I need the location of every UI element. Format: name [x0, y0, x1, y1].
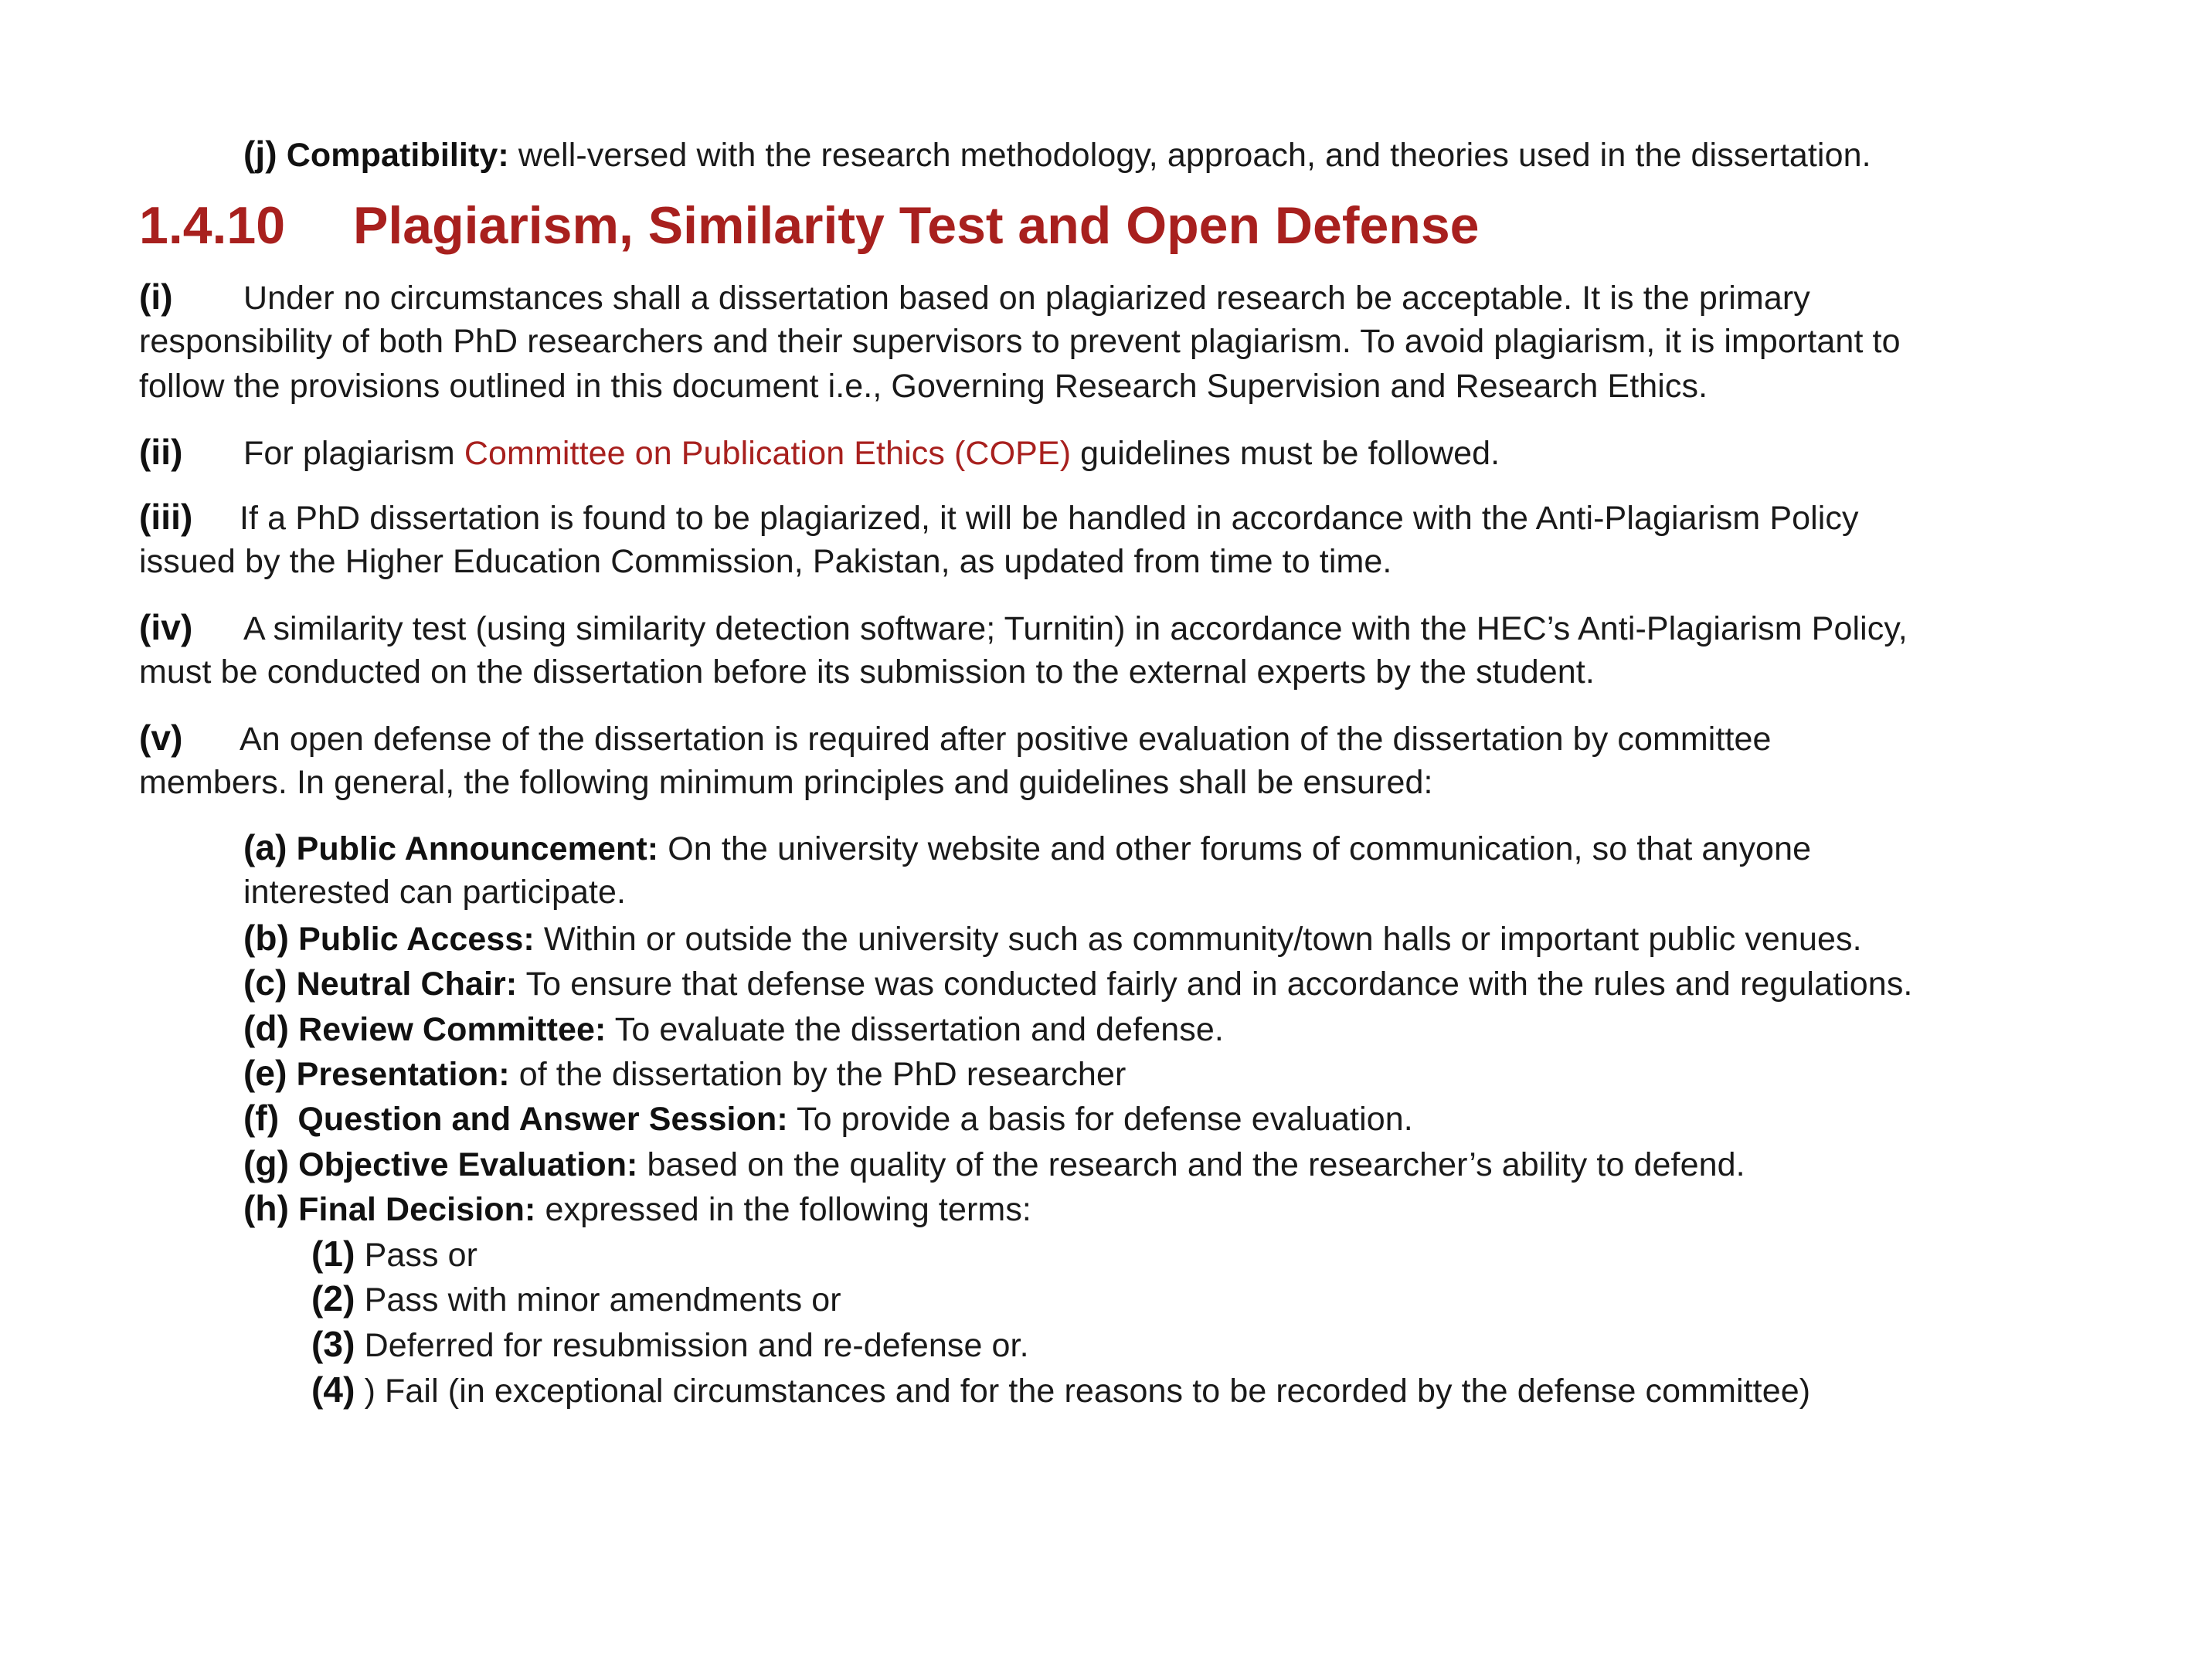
principle-a-text: On the university website and other forums of communication, so that anyone [658, 830, 1812, 867]
item-j-label: Compatibility: [286, 137, 509, 174]
principle-a-marker: (a) [243, 827, 287, 867]
principle-a [243, 825, 1811, 871]
para-i-text-2: responsibility of both PhD researchers and their supervisors to prevent plagiarism. To avoid plagiarism, it is important to [139, 323, 1901, 360]
decision-3-text: Deferred for resubmission and re-defense or. [355, 1327, 1029, 1364]
decision-1 [311, 1231, 477, 1278]
para-ii-after: guidelines must be followed. [1071, 435, 1500, 472]
principle-f-text: To provide a basis for defense evaluation. [787, 1101, 1413, 1138]
principle-g-text: based on the quality of the research and the researcher’s ability to defend. [637, 1146, 1745, 1183]
para-i-line-3 [139, 364, 1708, 409]
principle-h-marker: (h) [243, 1188, 290, 1228]
decision-4 [311, 1367, 1810, 1414]
para-iv-text-2: must be conducted on the dissertation before its submission to the external experts by the student. [139, 653, 1595, 691]
principle-d [243, 1006, 1224, 1052]
principle-e-label: Presentation: [296, 1056, 510, 1093]
section-title: Plagiarism, Similarity Test and Open Defense [353, 196, 1480, 255]
para-iii-text-2: issued by the Higher Education Commission, Pakistan, as updated from time to time. [139, 543, 1392, 580]
para-ii-before: For plagiarism [243, 435, 464, 472]
principle-d-marker: (d) [243, 1008, 290, 1048]
para-v-line-2 [139, 760, 1433, 805]
principle-d-text: To evaluate the dissertation and defense. [606, 1011, 1224, 1048]
principle-c-text: To ensure that defense was conducted fairly and in accordance with the rules and regulations. [517, 966, 1913, 1003]
decision-2-text: Pass with minor amendments or [355, 1281, 841, 1319]
para-iv-line-1 [139, 605, 1908, 651]
principle-g [243, 1141, 1745, 1187]
para-iv-marker: (iv) [139, 607, 193, 647]
decision-3 [311, 1322, 1029, 1368]
section-heading [139, 193, 1479, 258]
para-i-line-2 [139, 319, 1901, 364]
item-j-marker: (j) [243, 134, 277, 174]
decision-4-text: ) Fail (in exceptional circumstances and for the reasons to be recorded by the defense committee) [355, 1373, 1811, 1410]
cope-link[interactable]: Committee on Publication Ethics (COPE) [464, 435, 1072, 472]
para-v-text-1: An open defense of the dissertation is required after positive evaluation of the dissertation by committee [240, 721, 1772, 758]
principle-a-continued [243, 870, 626, 915]
principle-g-marker: (g) [243, 1143, 290, 1183]
principle-d-label: Review Committee: [298, 1011, 607, 1048]
decision-3-marker: (3) [311, 1324, 355, 1364]
para-iv-line-2 [139, 650, 1595, 694]
principle-g-label: Objective Evaluation: [298, 1146, 638, 1183]
para-iii-text-1: If a PhD dissertation is found to be plagiarized, it will be handled in accordance with the Anti-Plagiarism Policy [240, 500, 1859, 537]
principle-h-label: Final Decision: [298, 1191, 536, 1228]
para-iii-line-2 [139, 539, 1392, 584]
item-j-text: well-versed with the research methodology, approach, and theories used in the dissertation. [508, 137, 1871, 174]
para-iv-text-1: A similarity test (using similarity detection software; Turnitin) in accordance with the HEC’s Anti-Plagiarism Policy, [243, 610, 1908, 647]
principle-b-text: Within or outside the university such as community/town halls or important public venues. [534, 921, 1862, 958]
decision-4-marker: (4) [311, 1369, 355, 1410]
principle-e-text: of the dissertation by the PhD researcher [509, 1056, 1126, 1093]
para-i-marker: (i) [139, 277, 173, 317]
para-v-text-2: members. In general, the following minimum principles and guidelines shall be ensured: [139, 764, 1433, 801]
decision-1-text: Pass or [355, 1237, 478, 1274]
decision-2 [311, 1276, 841, 1322]
principle-b [243, 915, 1862, 962]
principle-c-label: Neutral Chair: [296, 966, 518, 1003]
principle-e [243, 1050, 1126, 1097]
section-number: 1.4.10 [139, 196, 286, 255]
para-i-text-1: Under no circumstances shall a dissertation based on plagiarized research be acceptable. It is the primary [243, 280, 1810, 317]
principle-c [243, 960, 1912, 1006]
principle-f-label: Question and Answer Session: [297, 1101, 788, 1138]
item-j [243, 131, 1871, 178]
principle-b-marker: (b) [243, 918, 290, 958]
para-v-marker: (v) [139, 718, 183, 758]
para-i-text-3: follow the provisions outlined in this document i.e., Governing Research Supervision and Research Ethics. [139, 368, 1708, 405]
para-iii-marker: (iii) [139, 497, 193, 537]
para-iii-line-1 [139, 494, 1859, 541]
principle-e-marker: (e) [243, 1053, 287, 1093]
principle-h-text: expressed in the following terms: [535, 1191, 1031, 1228]
principle-a-cont: interested can participate. [243, 874, 627, 911]
para-ii [139, 429, 1500, 476]
para-v-line-1 [139, 715, 1772, 762]
decision-2-marker: (2) [311, 1278, 355, 1319]
para-i-line-1 [139, 274, 1810, 321]
principle-a-label: Public Announcement: [296, 830, 659, 867]
principle-f [243, 1095, 1413, 1142]
principle-b-label: Public Access: [298, 921, 535, 958]
principle-f-marker: (f) [243, 1098, 280, 1138]
para-ii-marker: (ii) [139, 432, 183, 472]
decision-1-marker: (1) [311, 1234, 355, 1274]
principle-c-marker: (c) [243, 962, 287, 1003]
principle-h [243, 1186, 1031, 1232]
